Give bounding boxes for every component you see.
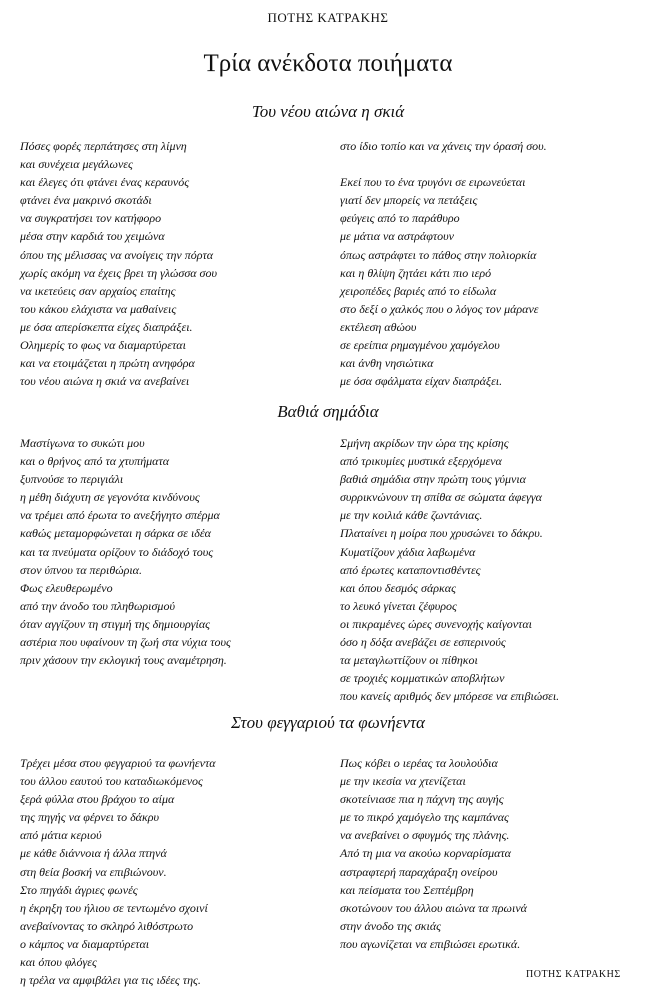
poem-line: να τρέμει από έρωτα το ανεξήγητο σπέρμα (20, 508, 220, 523)
poem-line: και όπου δεσμός σάρκας (340, 580, 456, 595)
poem-line: και όπου φλόγες (20, 955, 97, 970)
poem-line: με κάθε διάννοια ή άλλα πτηνά (20, 846, 167, 861)
poem-line: ξερά φύλλα στου βράχου το αίμα (20, 792, 175, 807)
poem-line: Τρέχει μέσα στου φεγγαριού τα φωνήεντα (20, 756, 216, 770)
poem-line: βαθιά σημάδια στην πρώτη τους γύμνια (340, 472, 526, 487)
poem-line: φτάνει ένα μακρινό σκοτάδι (20, 193, 152, 208)
poem-line: όπως αστράφτει το πάθος στην πολιορκία (340, 247, 537, 262)
poem-line: με όσα σφάλματα είχαν διαπράξει. (340, 374, 503, 389)
poem-line: συρρικνώνουν τη σπίθα σε σώματα άφεγγα (340, 490, 542, 505)
page-title: Τρία ανέκδοτα ποιήματα (203, 50, 453, 77)
poem-line: στο ίδιο τοπίο και να χάνεις την όρασή σου. (340, 139, 547, 153)
author-signature: ΠΟΤΗΣ ΚΑΤΡΑΚΗΣ (526, 969, 621, 980)
poem-line: και συνέχεια μεγάλωνες (20, 157, 133, 172)
poem-line: χειροπέδες βαριές από το είδωλα (340, 283, 497, 298)
poem-line: Σμήνη ακρίδων την ώρα της κρίσης (340, 436, 509, 450)
poem-line: Φως ελευθερωμένο (20, 580, 113, 595)
poem-left-column (20, 434, 231, 669)
poem-line: τα μεταγλωττίζουν οι πίθηκοι (340, 653, 478, 668)
poem-title: Βαθιά σημάδια (277, 402, 379, 421)
poem-line: να ανεβαίνει ο σφυγμός της πλάνης. (340, 828, 510, 843)
poem-left-column (20, 137, 217, 390)
poem-line: Ολημερίς το φως να διαμαρτύρεται (20, 338, 186, 353)
poem-line: οι πικραμένες ώρες συνενοχής καίγονται (340, 616, 532, 631)
poem-line: που κανείς αριθμός δεν μπόρεσε να επιβιώσει. (340, 689, 560, 704)
poem-line: από μάτια κεριού (20, 828, 102, 843)
poem-line: από έρωτες καταποντισθέντες (340, 562, 481, 577)
poem-line: με όσα απερίσκεπτα είχες διαπράξει. (20, 319, 193, 334)
poem-line: με μάτια να αστράφτουν (340, 229, 454, 244)
poem-line: καθώς μεταμορφώνεται η σάρκα σε ιδέα (20, 526, 211, 541)
poem-line: να ικετεύεις σαν αρχαίος επαίτης (20, 283, 176, 298)
poem-line: από την άνοδο του πληθωρισμού (20, 598, 175, 613)
author-header: ΠΟΤΗΣ ΚΑΤΡΑΚΗΣ (267, 10, 389, 25)
poem-line: ανεβαίνοντας το σκληρό λιθόστρωτο (20, 918, 194, 933)
poem-line: πριν χάσουν την εκλογική τους αναμέτρηση. (20, 653, 227, 668)
poem-line: και ο θρήνος από τα χτυπήματα (20, 454, 170, 469)
poem-line: Μαστίγωνα το συκώτι μου (20, 436, 145, 450)
poem-line: Στο πηγάδι άγριες φωνές (20, 882, 138, 897)
poem-line: από τρικυμίες μυστικά εξερχόμενα (340, 454, 502, 469)
poem-line: με το πικρό χαμόγελο της καμπάνας (340, 810, 509, 825)
poem-line: Πλαταίνει η μοίρα που χρυσώνει το δάκρυ. (340, 526, 543, 541)
poem-line: φεύγεις από το παράθυρο (340, 211, 460, 226)
poem-line: ξυπνούσε το περιγιάλι (20, 472, 124, 487)
poem-line: όταν αγγίζουν τη στιγμή της δημιουργίας (20, 616, 211, 631)
poem-right-column (340, 434, 559, 705)
poem-line: Από τη μια να ακούω κορναρίσματα (340, 846, 511, 861)
poem-line: σε ερείπια ρημαγμένου χαμόγελου (340, 338, 500, 353)
poem-line: Πως κόβει ο ιερέας τα λουλούδια (340, 756, 498, 770)
poem-title: Στου φεγγαριού τα φωνήεντα (231, 713, 425, 732)
poem-line: του κάκου ελάχιστα να μαθαίνεις (20, 301, 177, 316)
poem-line: σκοτείνιασε πια η πάχνη της αυγής (340, 792, 504, 807)
poem-line: μέσα στην καρδιά του χειμώνα (20, 229, 165, 244)
poem-line: η μέθη διάχυτη σε γεγονότα κινδύνους (20, 490, 200, 505)
poem-line: αστραφτερή παραχάραξη ονείρου (340, 864, 498, 879)
poem-line: και πείσματα του Σεπτέμβρη (340, 882, 474, 897)
poem-line: και έλεγες ότι φτάνει ένας κεραυνός (20, 175, 190, 190)
poem-line: που αγωνίζεται να επιβιώσει ερωτικά. (340, 936, 521, 951)
poem-line: γιατί δεν μπορείς να πετάξεις (340, 193, 478, 208)
poem-title: Του νέου αιώνα η σκιά (251, 102, 405, 121)
poem-line: να συγκρατήσει τον κατήφορο (20, 211, 162, 226)
poem-line: Κυματίζουν χάδια λαβωμένα (340, 544, 476, 559)
poem-line: του νέου αιώνα η σκιά να ανεβαίνει (20, 374, 190, 389)
poem-line: Πόσες φορές περπάτησες στη λίμνη (20, 139, 187, 153)
poem-line: με την κοιλιά κάθε ζωντάνιας. (340, 508, 483, 523)
poem-line: στη θεία βοσκή να επιβιώνουν. (20, 864, 167, 879)
poem-line: ο κάμπος να διαμαρτύρεται (20, 936, 150, 951)
poem-line: και άνθη νησιώτικα (340, 356, 434, 371)
poem-line: του άλλου εαυτού του καταδιωκόμενος (20, 774, 203, 789)
poem-line: στην άνοδο της σκιάς (340, 918, 441, 933)
poem-line: σκοτώνουν του άλλου αιώνα τα πρωινά (340, 900, 527, 915)
poem-line: εκτέλεση αθώου (340, 319, 417, 334)
poem-line: με την ικεσία να χτενίζεται (340, 774, 466, 789)
poem-line: αστέρια που υφαίνουν τη ζωή στα νύχια τους (20, 635, 231, 650)
poem-right-column (340, 754, 527, 953)
poem-line: και η θλίψη ζητάει κάτι πιο ιερό (340, 265, 492, 280)
poem-line: όσο η δόξα ανεβάζει σε εσπερινούς (340, 635, 506, 650)
poem-line: της πηγής να φέρνει το δάκρυ (20, 810, 159, 825)
poem-line: στον ύπνου τα περιθώρια. (20, 562, 142, 577)
poem-line: σε τροχιές κομματικών αποβλήτων (340, 671, 505, 686)
poem-line: και να ετοιμάζεται η πρώτη ανηφόρα (20, 356, 195, 371)
poem-line: Εκεί που το ένα τρυγόνι σε ειρωνεύεται (340, 175, 526, 190)
poem-line: το λευκό γίνεται ζέφυρος (340, 598, 457, 613)
poem-right-column (340, 137, 547, 390)
poem-line: η τρέλα να αμφιβάλει για τις ιδέες της. (20, 973, 201, 988)
poem-left-column (20, 754, 216, 989)
poem-line: όπου της μέλισσας να ανοίγεις την πόρτα (20, 247, 214, 262)
poem-line: στο δεξί ο χαλκός που ο λόγος τον μάρανε (340, 301, 539, 316)
poem-line: χωρίς ακόμη να έχεις βρει τη γλώσσα σου (20, 265, 217, 280)
poem-line: και τα πνεύματα ορίζουν το διάδοχό τους (20, 544, 214, 559)
poem-line: η έκρηξη του ήλιου σε τεντωμένο σχοινί (20, 900, 208, 915)
poem-line (340, 155, 547, 173)
